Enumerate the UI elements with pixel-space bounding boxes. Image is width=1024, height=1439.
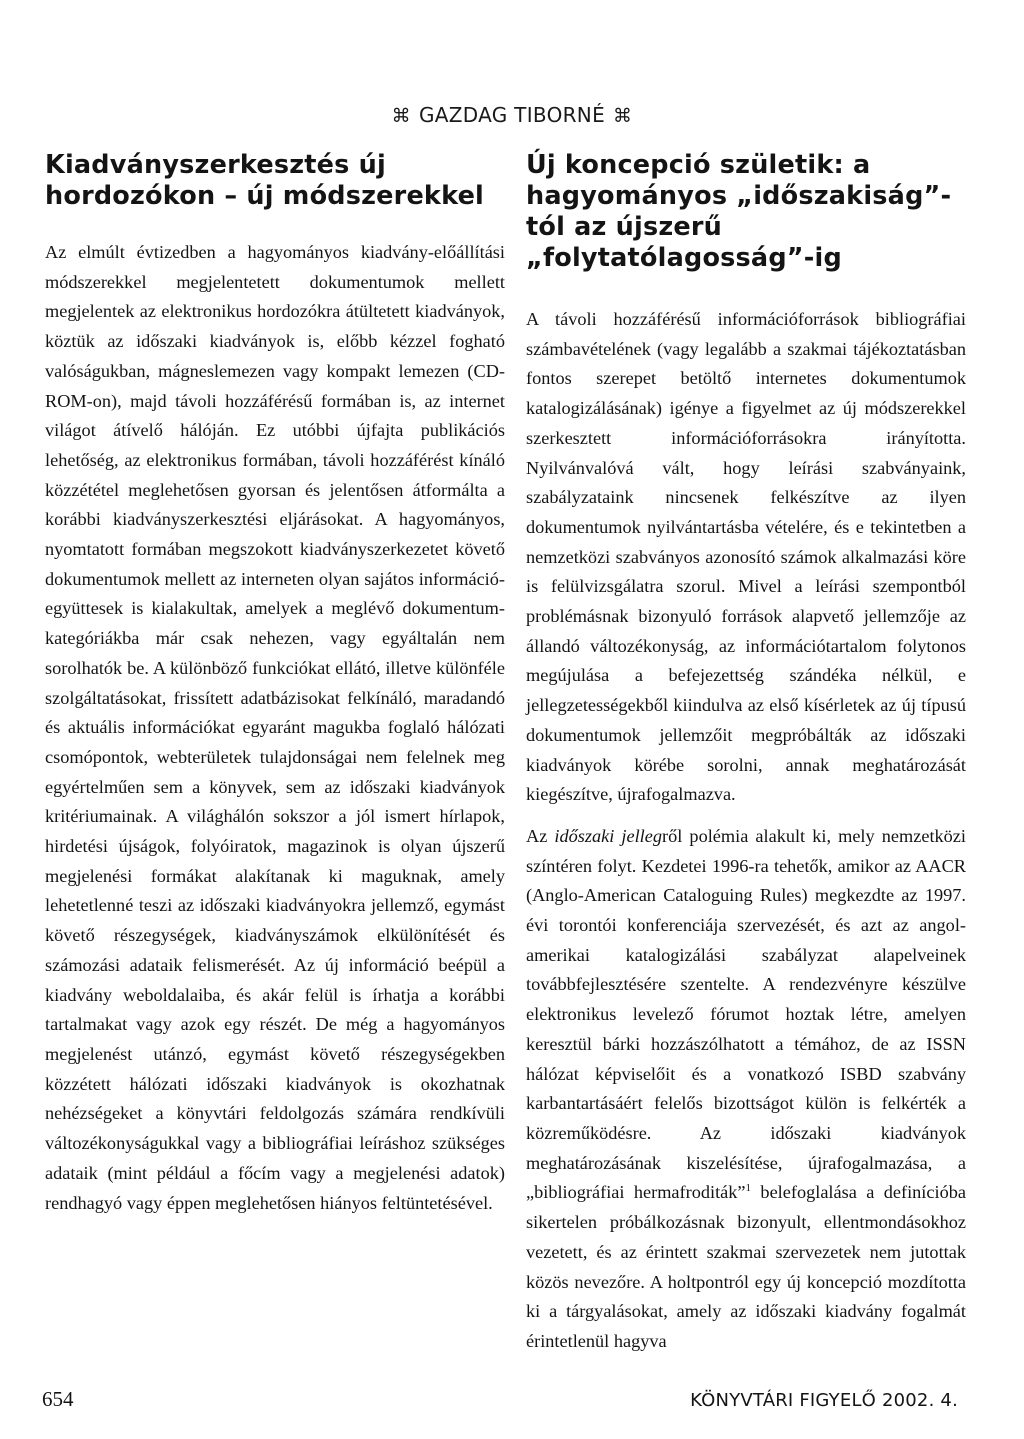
paragraph-text: ről polémia alakult ki, mely nemzetközi színtéren folyt. Kezdetei 1996-ra tehetők, amikor az AACR (Anglo-American Cataloguing Rules) megkezdte az 1997. évi torontói konferenciája szervezését, és azt az angol-amerikai katalogizálási szabályzat alapelveinek továbbfejlesztésére szentelte. A rendezvényre készülve elektronikus levelező fórumot hoztak létre, amelyen keresztül bárki hozzászólhatott a témához, de az ISSN hálózat képviselőit és a vonatkozó ISBD szabvány karbantartásáért felelős bizottságot külön is felkérték a közreműködésre. Az időszaki kiadványok meghatározásának kiszelésítése, újrafogalmazása, a „bibliográfiai hermafroditák” <box>526 825 966 1203</box>
body-paragraph: Az elmúlt évtizedben a hagyományos kiadvány-előállítási módszerekkel megjelentetett dokumentumok mellett megjelentek az elektronikus hordozókra átültetett kiadványok, köztük az időszaki kiadványok is, előbb kézzel fogható valóságukban, mágneslemezen vagy kompakt lemezen (CD-ROM-on), majd távoli hozzáférésű formában is, az internet világot átívelő hálóján. Ez utóbbi újfajta publikációs lehetőség, az elektronikus formában, távoli hozzáférést kínáló közzététel meglehetősen gyorsan és jelentősen átformálta a korábbi kiadványszerkesztési eljárásokat. A hagyományos, nyomtatott formában megszokott kiadványszerkezetet követő dokumentumok mellett az interneten olyan sajátos információ-együttesek is kialakultak, amelyek a meglévő dokumentum-kategóriákba már csak nehezen, vagy egyáltalán nem sorolhatók be. A különböző funkciókat ellátó, illetve különféle szolgáltatásokat, frissített adatbázisokat felkínáló, maradandó és aktuális információkat egyaránt magukba foglaló hálózati csomópontok, webterületek tulajdonságai nem felelnek meg egyértelműen sem a könyvek, sem az időszaki kiadványok kritériumainak. A világhálón sokszor a jól ismert hírlapok, hirdetési újságok, folyóiratok, magazinok is olyan újszerű megjelenési formákat alakítanak ki maguknak, amely lehetetlenné teszi az időszaki kiadványokra jellemző, egymást követő részegységek, kiadványszámok elkülönítését és számozási adataik felismerését. Az új információ beépül a kiadvány weboldalaiba, és akár felül is írhatja a korábbi tartalmakat vagy azok egy részét. De még a hagyományos megjelenést utánzó, egymást követő részegységekben közzétett hálózati időszaki kiadványok is okozhatnak nehézségeket a könyvtári feldolgozás számára rendkívüli változékonyságukkal vagy a bibliográfiai leíráshoz szükséges adataik (mint például a főcím vagy a megjelenési adatok) rendhagyó vagy éppen meglehetősen hiányos feltüntetésével. <box>45 242 505 1213</box>
running-head <box>0 103 1024 127</box>
body-paragraph: A távoli hozzáférésű információforrások bibliográfiai számbavételének (vagy legalább a szakmai tájékoztatásban fontos szerepet betöltő internetes dokumentumok katalogizálásának) igénye a figyelmet az új módszerekkel szerkesztett információforrásokra irányította. Nyilvánvalóvá vált, hogy leírási szabványaink, szabályzataink nincsenek felkészítve az ilyen dokumentumok nyilvántartásba vételére, és e tekintetben a nemzetközi szabványos azonosító számok alkalmazási köre is felülvizsgálatra szorul. Mivel a leírási szempontból problémásnak bizonyuló források alapvető jellemzője az állandó változékonyság, az információtartalom folytonos megújulása a befejezettség szándéka nélkül, e jellegzetességekből kiindulva az első kísérletek az új típusú dokumentumok jellemzőit megpróbálták az időszaki kiadványok körébe sorolni, annak meghatározását kiegészítve, újrafogalmazva. <box>526 309 966 805</box>
journal-footer: KÖNYVTÁRI FIGYELŐ 2002. 4. <box>690 1390 958 1411</box>
right-column <box>526 150 966 1357</box>
paragraph-lead: Az <box>526 825 555 846</box>
footnote-marker[interactable]: 1 <box>745 1182 752 1195</box>
author-name: GAZDAG TIBORNÉ <box>418 103 606 127</box>
section-heading: Új koncepció születik: a hagyományos „időszakiság”-tól az újszerű „folytatólagosság”-ig <box>526 150 952 273</box>
left-column <box>45 150 505 1218</box>
ornament-icon: ⌘ <box>391 105 411 127</box>
section-heading: Kiadványszerkesztés új hordozókon – új módszerekkel <box>45 150 485 211</box>
body-paragraph <box>526 822 966 1357</box>
italic-term: időszaki jelleg <box>554 825 663 846</box>
paragraph-text: belefoglalása a definícióba sikertelen próbálkozásnak bizonyult, ellentmondásokhoz vezetett, és az érintett szakmai szervezetek nem jutottak közös nevezőre. A holtpontról egy új koncepció mozdította ki a tárgyalásokat, amely az időszaki kiadvány fogalmát érintetlenül hagyva <box>526 1182 966 1351</box>
ornament-icon: ⌘ <box>613 105 633 127</box>
page-number: 654 <box>42 1387 74 1411</box>
